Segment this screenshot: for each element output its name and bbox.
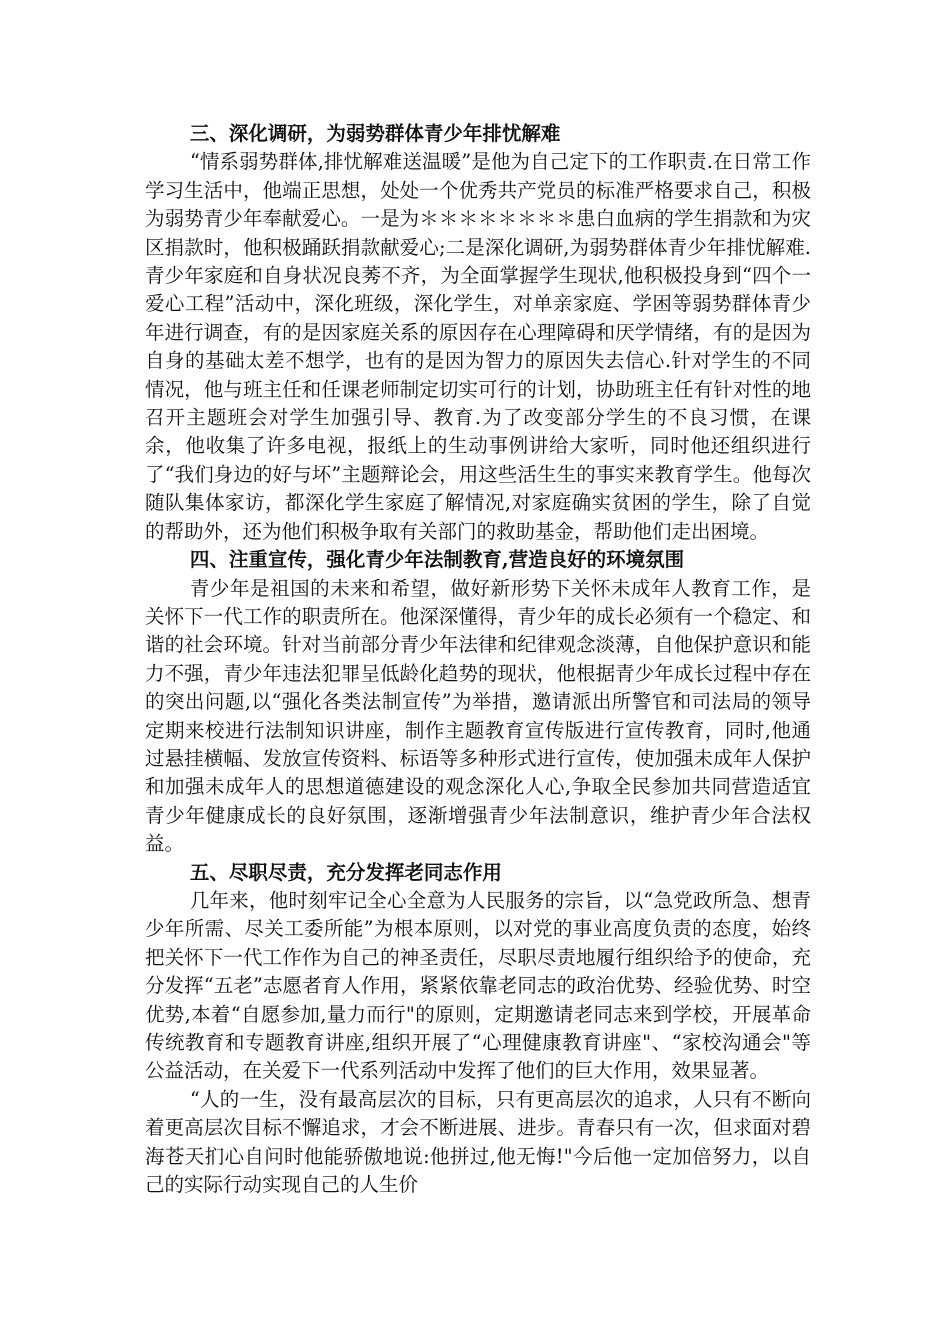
section-4-paragraph: 青少年是祖国的未来和希望，做好新形势下关怀未成年人教育工作，是关怀下一代工作的职责所在。他深深懂得，青少年的成长必须有一个稳定、和谐的社会环境。针对当前部分青少年法律和纪律观念淡薄，自他保护意识和能力不强，青少年违法犯罪呈低龄化趋势的现状，他根据青少年成长过程中存在的突出问题,以“强化各类法制宣传”为举措，邀请派出所警官和司法局的领导定期来校进行法制知识讲座，制作主题教育宣传版进行宣传教育，同时,他通过悬挂横幅、发放宣传资料、标语等多种形式进行宣传，使加强未成年人保护和加强未成年人的思想道德建设的观念深化人心,争取全民参加共同营造适宜青少年健康成长的良好氛围，逐渐增强青少年法制意识，维护青少年合法权益。 [145,576,811,856]
section-heading-4: 四、注重宣传，强化青少年法制教育,营造良好的环境氛围 [189,548,685,572]
section-5-paragraph-2: “人的一生，没有最高层次的目标，只有更高层次的追求，人只有不断向着更高层次目标不懈追求，才会不断进展、进步。青春只有一次，但求面对碧海苍天扪心自问时他能骄傲地说:他拼过,他无悔!"今后他一定加倍努力，以自己的实际行动实现自己的人生价 [145,1087,811,1197]
section-heading-3: 三、深化调研，为弱势群体青少年排忧解难 [189,122,561,145]
section-3-paragraph: “情系弱势群体,排忧解难送温暖”是他为自己定下的工作职责.在日常工作学习生活中，他端正思想，处处一个优秀共产党员的标准严格要求自己，积极为弱势青少年奉献爱心。一是为＊＊＊＊＊＊＊＊患白血病的学生捐款和为灾区捐款时，他积极踊跃捐款献爱心;二是深化调研,为弱势群体青少年排忧解难.青少年家庭和自身状况良莠不齐，为全面掌握学生现状,他积极投身到“四个一爱心工程”活动中，深化班级，深化学生，对单亲家庭、学困等弱势群体青少年进行调查，有的是因家庭关系的原因存在心理障碍和厌学情绪，有的是因为自身的基础太差不想学，也有的是因为智力的原因失去信心.针对学生的不同情况，他与班主任和任课老师制定切实可行的计划，协助班主任有针对性的地召开主题班会对学生加强引导、教育.为了改变部分学生的不良习惯，在课余，他收集了许多电视，报纸上的生动事例讲给大家听，同时他还组织进行了“我们身边的好与坏”主题辩论会，用这些活生生的事实来教育学生。他每次随队集体家访，都深化学生家庭了解情况,对家庭确实贫困的学生，除了自觉的帮助外，还为他们积极争取有关部门的救助基金，帮助他们走出困境。 [145,150,811,543]
section-heading-5: 五、尽职尽责，充分发挥老同志作用 [189,860,502,884]
document-body [145,120,811,1199]
section-5-paragraph-1: 几年来，他时刻牢记全心全意为人民服务的宗旨，以“急党政所急、想青少年所需、尽关工委所能”为根本原则，以对党的事业高度负责的态度，始终把关怀下一代工作作为自己的神圣责任，尽职尽责地履行组织给予的使命，充分发挥“五老”志愿者育人作用，紧紧依靠老同志的政治优势、经验优势、时空优势,本着“自愿参加,量力而行"的原则，定期邀请老同志来到学校，开展革命传统教育和专题教育讲座,组织开展了“心理健康教育讲座"、“家校沟通会"等公益活动，在关爱下一代系列活动中发挥了他们的巨大作用，效果显著。 [145,888,811,1083]
